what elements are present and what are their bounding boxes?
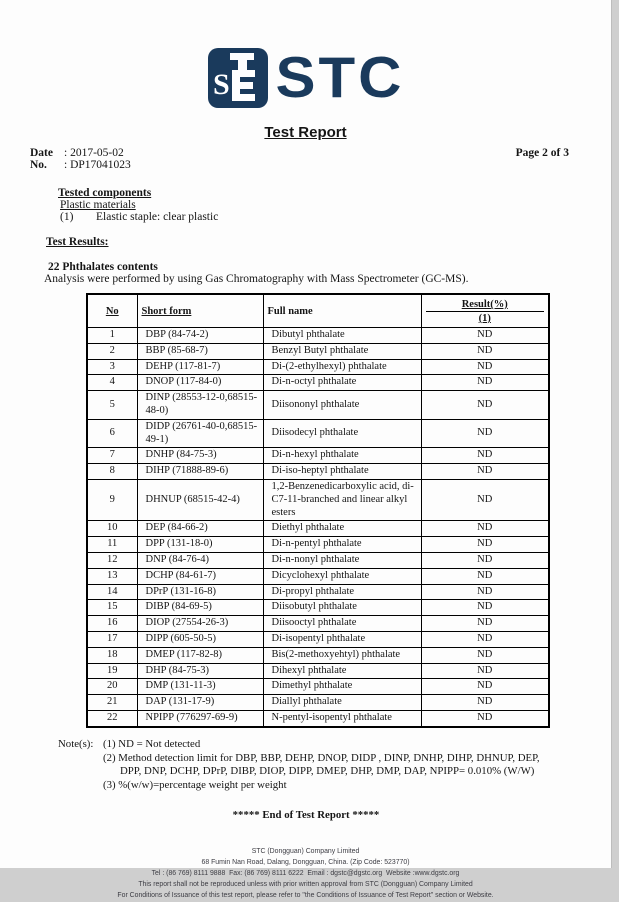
- note-item: (3) %(w/w)=percentage weight per weight: [103, 779, 287, 792]
- cell-result: ND: [421, 679, 549, 695]
- date-label: Date: [30, 147, 53, 159]
- test-results-heading: Test Results:: [46, 236, 109, 248]
- header-short-form: Short form: [137, 294, 263, 328]
- cell-result: ND: [421, 375, 549, 391]
- cell-full-name: Bis(2-methoxyehtyl) phthalate: [263, 647, 421, 663]
- footer-line: This report shall not be reproduced unless with prior written approval from STC (Dongguan) Company Limited: [138, 880, 473, 888]
- page-indicator: Page 2 of 3: [515, 147, 569, 159]
- cell-short-form: DIDP (26761-40-0,68515-49-1): [137, 419, 263, 448]
- date-value: : 2017-05-02: [64, 147, 124, 159]
- analysis-method-description: Analysis were performed by using Gas Chromatography with Mass Spectrometer (GC-MS).: [44, 273, 469, 285]
- cell-result: ND: [421, 584, 549, 600]
- cell-no: 19: [87, 663, 137, 679]
- notes-section: [58, 738, 611, 793]
- end-of-report-marker: ***** End of Test Report *****: [232, 808, 380, 821]
- cell-short-form: DEHP (117-81-7): [137, 359, 263, 375]
- page-title: Test Report: [264, 124, 347, 141]
- table-row: [87, 663, 549, 679]
- cell-result: ND: [421, 521, 549, 537]
- cell-result: ND: [421, 568, 549, 584]
- tested-components-subheading: Plastic materials: [60, 199, 136, 211]
- cell-result: ND: [421, 631, 549, 647]
- cell-no: 14: [87, 584, 137, 600]
- cell-no: 11: [87, 537, 137, 553]
- cell-no: 3: [87, 359, 137, 375]
- phthalates-section-title: 22 Phthalates contents: [48, 261, 158, 273]
- table-row: [87, 631, 549, 647]
- cell-short-form: BBP (85-68-7): [137, 343, 263, 359]
- table-row: [87, 710, 549, 726]
- table-row: [87, 391, 549, 420]
- svg-text:S: S: [212, 68, 230, 101]
- logo-brand-text: STC: [275, 45, 405, 110]
- cell-result: ND: [421, 710, 549, 726]
- table-row: [87, 464, 549, 480]
- cell-short-form: DBP (84-74-2): [137, 328, 263, 344]
- table-row: [87, 537, 549, 553]
- cell-short-form: DPP (131-18-0): [137, 537, 263, 553]
- cell-result: ND: [421, 616, 549, 632]
- cell-short-form: DNOP (117-84-0): [137, 375, 263, 391]
- header-result-label: Result(%): [426, 297, 545, 312]
- header-full-name: Full name: [263, 294, 421, 328]
- cell-result: ND: [421, 343, 549, 359]
- cell-full-name: Diallyl phthalate: [263, 695, 421, 711]
- note-item: (2) Method detection limit for DBP, BBP, DEHP, DNOP, DIDP , DINP, DNHP, DIHP, DHNUP, DEP, DPP, DNP, DCHP, DPrP, DIBP, DIOP, DIPP, DMEP, DHP, DMP, DAP, NPIPP= 0.010% (W/W): [103, 751, 540, 778]
- report-no-label: No.: [30, 159, 47, 171]
- cell-no: 13: [87, 568, 137, 584]
- notes-label: Note(s):: [58, 737, 94, 750]
- cell-result: ND: [421, 663, 549, 679]
- company-logo: [0, 46, 611, 110]
- cell-no: 1: [87, 328, 137, 344]
- meta-report-no: [30, 159, 131, 171]
- cell-full-name: Diisobutyl phthalate: [263, 600, 421, 616]
- note-item: (1) ND = Not detected: [103, 737, 201, 750]
- cell-no: 18: [87, 647, 137, 663]
- cell-no: 21: [87, 695, 137, 711]
- cell-no: 9: [87, 479, 137, 520]
- report-footer: [0, 847, 611, 902]
- cell-result: ND: [421, 552, 549, 568]
- cell-full-name: Diisodecyl phthalate: [263, 419, 421, 448]
- cell-full-name: Benzyl Butyl phthalate: [263, 343, 421, 359]
- table-row: [87, 552, 549, 568]
- footer-line: For Conditions of Issuance of this test report, please refer to "the Conditions of Issuance of Test Report" section or Website.: [117, 891, 494, 899]
- tested-item-description: Elastic staple: clear plastic: [96, 211, 219, 223]
- cell-full-name: Diethyl phthalate: [263, 521, 421, 537]
- header-no: No: [87, 294, 137, 328]
- table-row: [87, 647, 549, 663]
- cell-full-name: Di-iso-heptyl phthalate: [263, 464, 421, 480]
- cell-no: 4: [87, 375, 137, 391]
- cell-short-form: DIOP (27554-26-3): [137, 616, 263, 632]
- cell-full-name: Dibutyl phthalate: [263, 328, 421, 344]
- cell-short-form: DCHP (84-61-7): [137, 568, 263, 584]
- header-row: [87, 294, 549, 328]
- cell-result: ND: [421, 600, 549, 616]
- notes-items: [103, 738, 555, 793]
- cell-no: 15: [87, 600, 137, 616]
- header-result-sub-label: (1): [478, 313, 491, 324]
- cell-full-name: N-pentyl-isopentyl phthalate: [263, 710, 421, 726]
- table-row: [87, 419, 549, 448]
- table-row: [87, 679, 549, 695]
- cell-no: 17: [87, 631, 137, 647]
- table-row: [87, 695, 549, 711]
- tested-component-item: [60, 211, 611, 223]
- cell-no: 20: [87, 679, 137, 695]
- cell-result: ND: [421, 359, 549, 375]
- cell-result: ND: [421, 391, 549, 420]
- footer-line: Tel : (86 769) 8111 9888 Fax: (86 769) 8111 6222 Email : dgstc@dgstc.org Website :www.dgstc.org: [151, 869, 460, 877]
- tested-components-section: [58, 187, 611, 223]
- meta-left: [30, 147, 131, 171]
- table-row: [87, 616, 549, 632]
- cell-short-form: DIPP (605-50-5): [137, 631, 263, 647]
- cell-result: ND: [421, 479, 549, 520]
- meta-date: [30, 147, 131, 159]
- cell-full-name: Diisooctyl phthalate: [263, 616, 421, 632]
- cell-no: 2: [87, 343, 137, 359]
- cell-short-form: DEP (84-66-2): [137, 521, 263, 537]
- cell-full-name: Dicyclohexyl phthalate: [263, 568, 421, 584]
- tested-item-number: (1): [60, 211, 74, 223]
- cell-result: ND: [421, 537, 549, 553]
- cell-short-form: DPrP (131-16-8): [137, 584, 263, 600]
- cell-short-form: DINP (28553-12-0,68515-48-0): [137, 391, 263, 420]
- cell-short-form: DHNUP (68515-42-4): [137, 479, 263, 520]
- tested-components-heading: Tested components: [58, 187, 152, 199]
- stc-logo-mark-icon: [207, 47, 269, 109]
- table-row: [87, 375, 549, 391]
- table-row: [87, 359, 549, 375]
- cell-no: 7: [87, 448, 137, 464]
- cell-no: 16: [87, 616, 137, 632]
- cell-short-form: DMP (131-11-3): [137, 679, 263, 695]
- report-no-value: : DP17041023: [64, 159, 131, 171]
- header-result: [421, 294, 549, 328]
- footer-line: 68 Fumin Nan Road, Dalang, Dongguan, China. (Zip Code: 523770): [201, 858, 410, 866]
- cell-result: ND: [421, 328, 549, 344]
- cell-no: 10: [87, 521, 137, 537]
- cell-no: 8: [87, 464, 137, 480]
- cell-short-form: DHP (84-75-3): [137, 663, 263, 679]
- cell-result: ND: [421, 419, 549, 448]
- cell-full-name: Di-n-hexyl phthalate: [263, 448, 421, 464]
- cell-full-name: Di-propyl phthalate: [263, 584, 421, 600]
- cell-short-form: DIBP (84-69-5): [137, 600, 263, 616]
- table-row: [87, 584, 549, 600]
- table-row: [87, 448, 549, 464]
- table-row: [87, 328, 549, 344]
- cell-no: 22: [87, 710, 137, 726]
- cell-short-form: DNHP (84-75-3): [137, 448, 263, 464]
- cell-full-name: Di-n-octyl phthalate: [263, 375, 421, 391]
- results-table: [86, 293, 550, 728]
- cell-no: 5: [87, 391, 137, 420]
- cell-short-form: DMEP (117-82-8): [137, 647, 263, 663]
- cell-result: ND: [421, 448, 549, 464]
- results-table-header: [87, 294, 549, 328]
- cell-full-name: Di-(2-ethylhexyl) phthalate: [263, 359, 421, 375]
- table-row: [87, 568, 549, 584]
- footer-line: STC (Dongguan) Company Limited: [251, 847, 360, 855]
- table-row: [87, 479, 549, 520]
- cell-no: 12: [87, 552, 137, 568]
- table-row: [87, 600, 549, 616]
- results-table-body: [87, 328, 549, 727]
- cell-full-name: Dimethyl phthalate: [263, 679, 421, 695]
- cell-full-name: Di-n-pentyl phthalate: [263, 537, 421, 553]
- cell-full-name: 1,2-Benzenedicarboxylic acid, di-C7-11-branched and linear alkyl esters: [263, 479, 421, 520]
- cell-full-name: Di-n-nonyl phthalate: [263, 552, 421, 568]
- cell-short-form: DAP (131-17-9): [137, 695, 263, 711]
- table-row: [87, 521, 549, 537]
- cell-full-name: Diisononyl phthalate: [263, 391, 421, 420]
- cell-short-form: DNP (84-76-4): [137, 552, 263, 568]
- report-meta: [0, 147, 611, 171]
- cell-result: ND: [421, 464, 549, 480]
- cell-full-name: Dihexyl phthalate: [263, 663, 421, 679]
- table-row: [87, 343, 549, 359]
- cell-result: ND: [421, 695, 549, 711]
- cell-full-name: Di-isopentyl phthalate: [263, 631, 421, 647]
- cell-no: 6: [87, 419, 137, 448]
- cell-result: ND: [421, 647, 549, 663]
- cell-short-form: NPIPP (776297-69-9): [137, 710, 263, 726]
- cell-short-form: DIHP (71888-89-6): [137, 464, 263, 480]
